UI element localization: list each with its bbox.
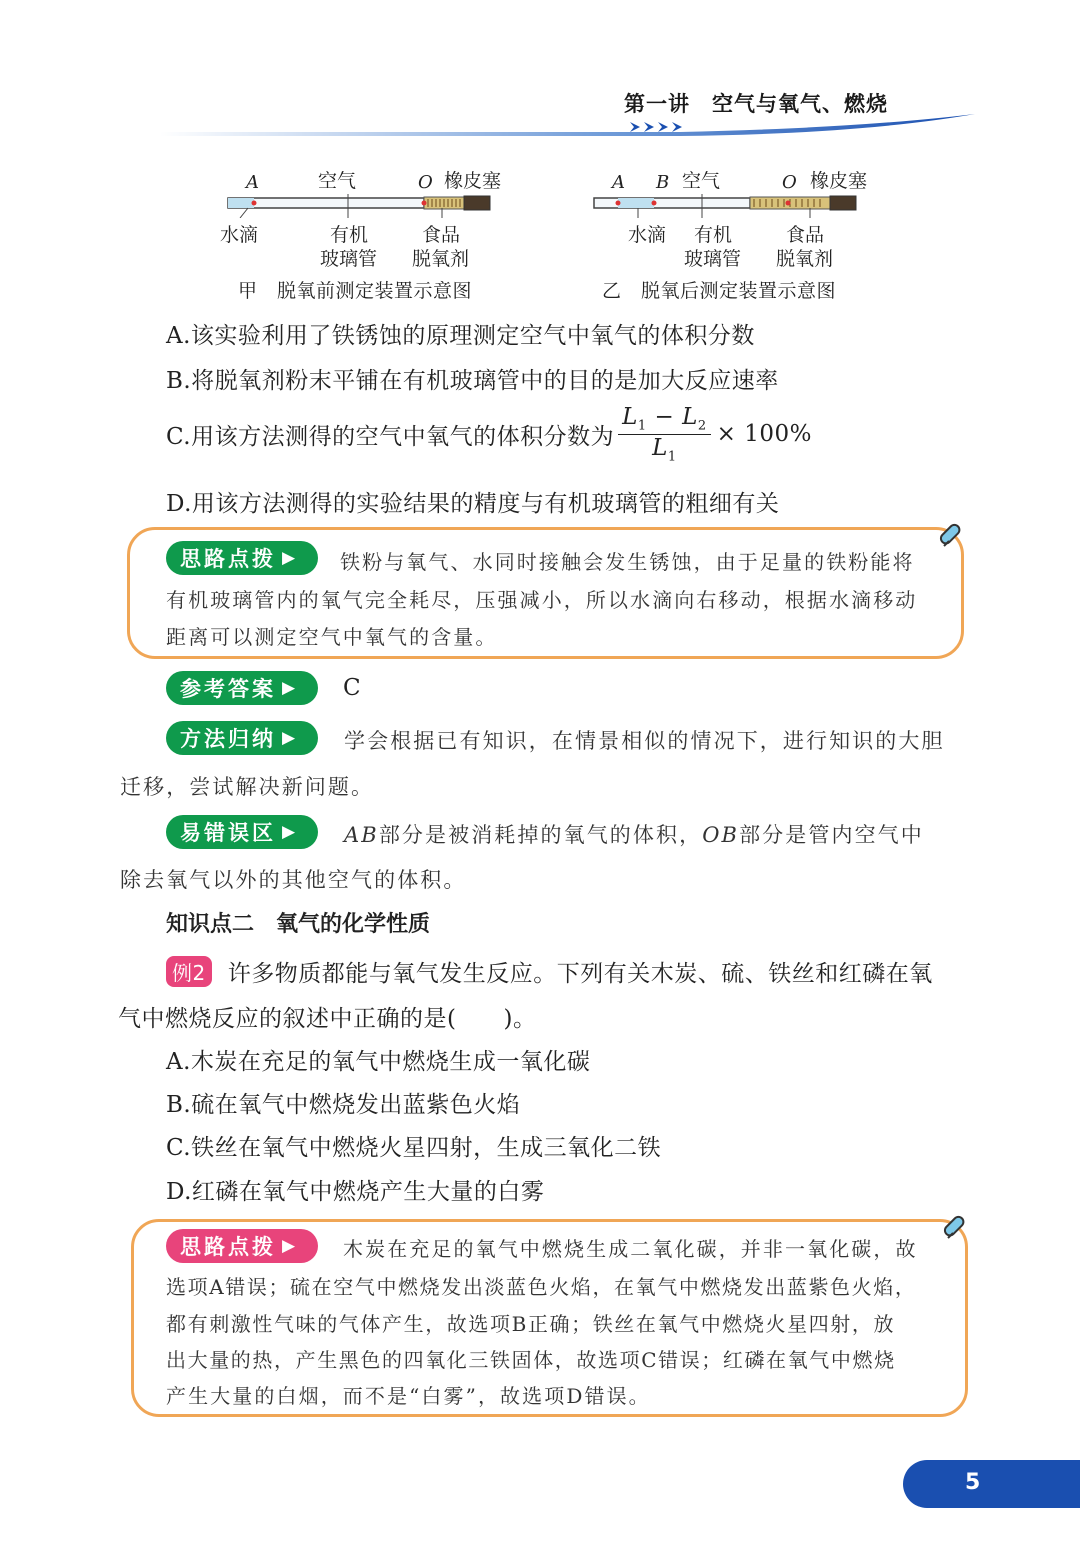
method-tag: 方法归纳 ▶ [166, 721, 318, 755]
formula-fraction [618, 404, 711, 464]
agent-label-line1: 食品 [422, 224, 461, 246]
pin-icon [938, 522, 968, 552]
pin-icon [942, 1214, 972, 1244]
point-o-label: O [418, 172, 433, 193]
section-title: 知识点二 氧气的化学性质 [166, 912, 431, 937]
tube-label-line1: 有机 [694, 224, 733, 246]
mistake-line2: 除去氧气以外的其他空气的体积。 [120, 868, 467, 892]
point-a-label: A [246, 172, 259, 193]
hint2-line5: 产生大量的白烟，而不是“白雾”，故选项D错误。 [166, 1384, 651, 1408]
point-o-label: O [782, 172, 797, 193]
air-label: 空气 [682, 170, 721, 192]
formula-denominator: $L_1$ [652, 434, 677, 465]
formula-tail: × 100% [716, 421, 812, 448]
q1-option-c-text: C.用该方法测得的空气中氧气的体积分数为 [166, 423, 615, 450]
answer-value: C [343, 675, 362, 701]
diagram-caption-after: 乙 脱氧后测定装置示意图 [602, 280, 837, 302]
example2-option-b: B.硫在氧气中燃烧发出蓝紫色火焰 [166, 1092, 521, 1118]
hint-tag-2: 思路点拨 ▶ [166, 1229, 318, 1263]
chapter-title: 第一讲 空气与氧气、燃烧 [624, 92, 888, 116]
q1-option-c [166, 404, 812, 464]
tube-drawing [218, 190, 508, 218]
mistake-line1: AB部分是被消耗掉的氧气的体积，OB部分是管内空气中 [344, 823, 924, 847]
page-number: 5 [965, 1470, 981, 1495]
method-line1: 学会根据已有知识，在情景相似的情况下，进行知识的大胆 [344, 729, 945, 753]
tube-label-line1: 有机 [330, 224, 369, 246]
agent-label-line2: 脱氧剂 [776, 248, 834, 270]
diagram-before [218, 162, 508, 302]
method-line2: 迁移，尝试解决新问题。 [120, 775, 375, 799]
point-b-label: B [656, 172, 670, 193]
example2-option-c: C.铁丝在氧气中燃烧火星四射，生成三氧化二铁 [166, 1135, 662, 1161]
hint1-line2: 有机玻璃管内的氧气完全耗尽，压强减小，所以水滴向右移动，根据水滴移动 [166, 588, 918, 612]
hint2-line1: 木炭在充足的氧气中燃烧生成二氧化碳，并非一氧化碳，故 [343, 1237, 918, 1261]
water-drop-label: 水滴 [220, 224, 259, 246]
stopper-label: 橡皮塞 [444, 170, 502, 192]
example-badge: 例2 [166, 956, 212, 987]
tube-label-line2: 玻璃管 [684, 248, 742, 270]
example2-line1: 例2 许多物质都能与氧气发生反应。下列有关木炭、硫、铁丝和红磷在氧 [166, 955, 933, 988]
tube-label-line2: 玻璃管 [320, 248, 378, 270]
hint2-line3: 都有刺激性气味的气体产生，故选项B正确；铁丝在氧气中燃烧火星四射，放 [166, 1312, 896, 1336]
example2-line2: 气中燃烧反应的叙述中正确的是( )。 [118, 1006, 537, 1032]
stopper-label: 橡皮塞 [810, 170, 868, 192]
point-a-label: A [612, 172, 625, 193]
q1-option-d: D.用该方法测得的实验结果的精度与有机玻璃管的粗细有关 [166, 491, 780, 517]
diagram-after [588, 162, 878, 302]
answer-tag: 参考答案 ▶ [166, 671, 318, 705]
tube-drawing [588, 190, 878, 218]
q1-option-a: A.该实验利用了铁锈蚀的原理测定空气中氧气的体积分数 [166, 323, 755, 349]
header-decoration [160, 112, 980, 142]
water-drop-label: 水滴 [628, 224, 667, 246]
hint1-line3: 距离可以测定空气中氧气的含量。 [166, 625, 498, 649]
air-label: 空气 [318, 170, 357, 192]
hint-tag-1: 思路点拨 ▶ [166, 541, 318, 575]
agent-label-line2: 脱氧剂 [412, 248, 470, 270]
hint2-line4: 出大量的热，产生黑色的四氧化三铁固体，故选项C错误；红磷在氧气中燃烧 [166, 1348, 896, 1372]
hint2-line2: 选项A错误；硫在空气中燃烧发出淡蓝色火焰，在氧气中燃烧发出蓝紫色火焰， [166, 1275, 917, 1299]
hint1-line1: 铁粉与氧气、水同时接触会发生锈蚀，由于足量的铁粉能将 [340, 550, 915, 574]
agent-label-line1: 食品 [786, 224, 825, 246]
example2-option-a: A.木炭在充足的氧气中燃烧生成一氧化碳 [166, 1049, 591, 1075]
example2-option-d: D.红磷在氧气中燃烧产生大量的白雾 [166, 1179, 545, 1205]
q1-option-b: B.将脱氧剂粉末平铺在有机玻璃管中的目的是加大反应速率 [166, 368, 779, 394]
page-number-tab [903, 1460, 1080, 1508]
diagram-caption-before: 甲 脱氧前测定装置示意图 [238, 280, 473, 302]
formula-numerator: $L_1 - L_2$ [618, 404, 711, 435]
mistake-tag: 易错误区 ▶ [166, 815, 318, 849]
